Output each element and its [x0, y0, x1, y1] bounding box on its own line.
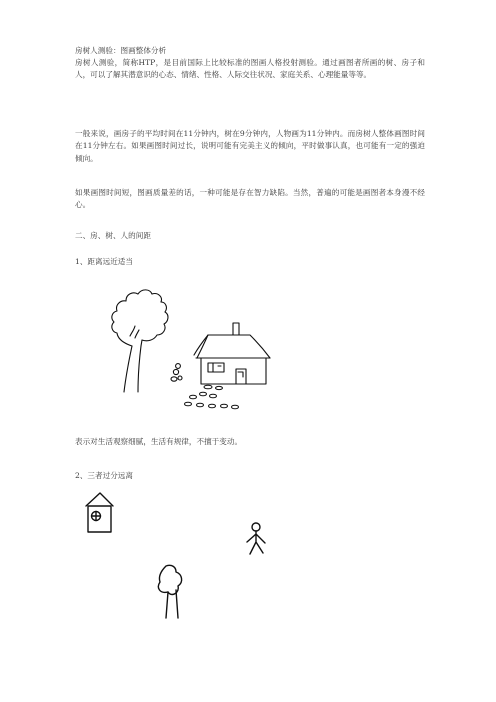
small-house-drawing [86, 493, 113, 532]
path-stones-drawing [185, 385, 239, 409]
section-heading: 二、房、树、人的间距 [75, 231, 151, 240]
item1-heading: 1、距离远近适当 [75, 257, 133, 266]
stick-figure-drawing [247, 523, 265, 554]
small-tree-drawing [158, 565, 181, 618]
intro-paragraph: 房树人测验，简称HTP，是目前国际上比较标准的图画人格投射测验。通过画图者所画的树、房子和人，可以了解其潜意识的心态、情绪、性格、人际交往状况、家庭关系、心理能量等等。 [75, 58, 425, 80]
figure-house-tree-person-appropriate [108, 280, 268, 332]
item1-caption: 表示对生活观察细腻，生活有规律，不擅于变动。 [75, 437, 243, 446]
tree-drawing [112, 290, 168, 392]
short-time-paragraph: 如果画图时间短，图画质量差的话，一种可能是存在智力缺陷。当然，普遍的可能是画图者本身漫不经心。 [75, 188, 425, 210]
document-title: 房树人测验：图画整体分析 [75, 46, 167, 55]
item2-heading: 2、三者过分远离 [75, 471, 133, 480]
house-drawing [194, 323, 270, 384]
figure-house-tree-person-far-apart [80, 490, 280, 620]
person-drawing [171, 364, 182, 382]
time-paragraph: 一般来说，画房子的平均时间在11分钟内，树在9分钟内，人物画为11分钟内。而房树人整体画图时间在11分钟左右。如果画图时间过长，说明可能有完美主义的倾向，平时做事认真，也可能有一定的强迫倾向。 [75, 129, 425, 163]
